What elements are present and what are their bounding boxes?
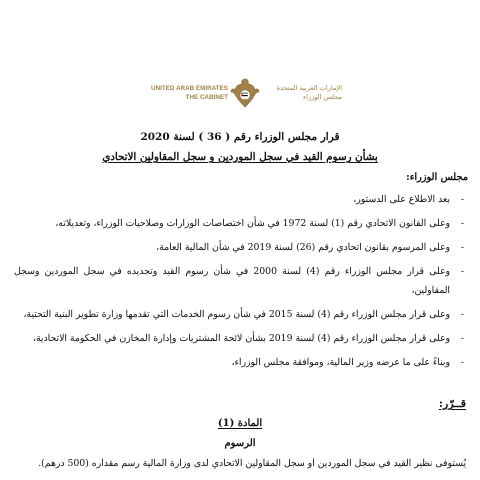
council-heading: مجلس الوزراء: <box>406 172 468 183</box>
preamble-item: - وعلى القانون الاتحادي رقم (1) لسنة 1972 في شأن اختصاصات الوزارات وصلاحيات الوزراء، وتعديلاته، <box>14 214 466 233</box>
preamble-item: - وعلى قرار مجلس الوزراء رقم (4) لسنة 2000 في شأن رسوم القيد وتجديده في سجل الموردين وسجل المقاولين، <box>14 262 466 300</box>
uae-emblem-icon <box>229 76 261 110</box>
preamble-list <box>14 190 466 377</box>
letterhead-english <box>150 84 228 102</box>
article-heading: الرسوم <box>224 438 256 449</box>
article-title-text: المادة (1) <box>217 418 263 429</box>
letterhead-country-en: UNITED ARAB EMIRATES <box>151 85 228 92</box>
preamble-item: - وعلى قرار مجلس الوزراء رقم (4) لسنة 2019 بشأن لائحة المشتريات وإدارة المخازن في الحكومة الاتحادية، <box>14 329 466 348</box>
preamble-item: - وعلى قرار مجلس الوزراء رقم (4) لسنة 2015 في شأن رسوم الخدمات التي تقدمها وزارة تطوير البنية التحتية، <box>14 305 466 324</box>
article-body: يُستوفى نظير القيد في سجل الموردين أو سجل المقاولين الاتحادي لدى وزارة المالية رسم مقداره (500 درهم). <box>38 458 466 469</box>
decree-subject <box>0 151 480 163</box>
preamble-item: - وعلى المرسوم بقانون اتحادي رقم (26) لسنة 2019 في شأن المالية العامة، <box>14 238 466 257</box>
letterhead-cabinet-en: THE CABINET <box>185 94 228 101</box>
letterhead-cabinet-ar: مجلس الوزراء <box>302 93 342 101</box>
preamble-item: - بعد الاطلاع على الدستور، <box>14 190 466 209</box>
letterhead-arabic <box>262 84 342 102</box>
article-title <box>0 418 480 429</box>
preamble-item: - وبناءً على ما عرضه وزير المالية، وموافقة مجلس الوزراء، <box>14 353 466 372</box>
decree-subject-text: بشأن رسوم القيد في سجل الموردين و سجل المقاولين الاتحادي <box>102 151 378 163</box>
decree-title: قرار مجلس الوزراء رقم ( 36 ) لسنة 2020 <box>140 131 340 143</box>
decided-heading: قــرّر: <box>438 397 466 410</box>
letterhead-country-ar: الإمارات العربية المتحدة <box>276 84 342 92</box>
